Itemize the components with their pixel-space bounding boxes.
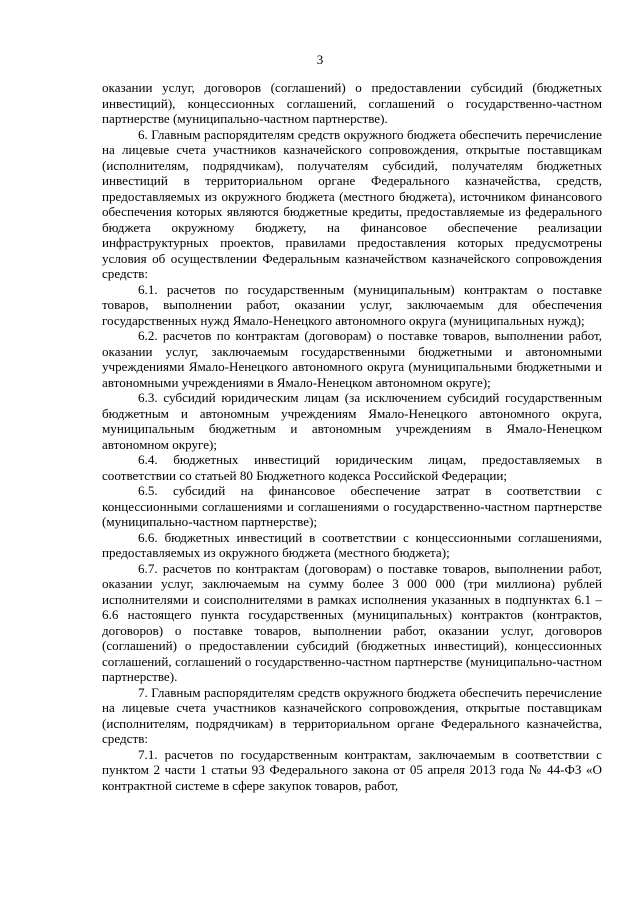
paragraph-item-6-5: 6.5. субсидий на финансовое обеспечение затрат в соответствии с концессионными соглашениями и соглашениями о государственно-частном партнерстве (муниципально-частном партнерстве); [102, 483, 602, 529]
paragraph-item-6-2: 6.2. расчетов по контрактам (договорам) о поставке товаров, выполнении работ, оказании услуг, заключаемым государственными бюджетными и автономными учреждениями Ямало-Ненецкого автономного округа (муниципальными бюджетными и автономными учреждениями в Ямало-Ненецком автономном округе); [102, 328, 602, 390]
paragraph-item-7: 7. Главным распорядителям средств окружного бюджета обеспечить перечисление на лицевые счета участников казначейского сопровождения, открытые поставщикам (исполнителям, подрядчикам) в территориальном органе Федерального казначейства, средств: [102, 684, 602, 746]
paragraph-item-7-1: 7.1. расчетов по государственным контрактам, заключаемым в соответствии с пунктом 2 части 1 статьи 93 Федерального закона от 05 апреля 2013 года № 44-ФЗ «О контрактной системе в сфере закупок товаров, работ, [102, 746, 602, 793]
paragraph-item-6-1: 6.1. расчетов по государственным (муниципальным) контрактам о поставке товаров, выполнении работ, оказании услуг, заключаемым для обеспечения государственных нужд Ямало-Ненецкого автономного округа (муниципальных нужд); [102, 281, 602, 328]
document-body [102, 80, 602, 793]
paragraph-continuation: оказании услуг, договоров (соглашений) о предоставлении субсидий (бюджетных инвестиций), концессионных соглашений, соглашений о государственно-частном партнерстве (муниципально-частном партнерстве). [102, 80, 602, 126]
page-number: 3 [316, 52, 324, 67]
paragraph-item-6-4: 6.4. бюджетных инвестиций юридическим лицам, предоставляемых в соответствии со статьей 80 Бюджетного кодекса Российской Федерации; [102, 452, 602, 483]
paragraph-item-6: 6. Главным распорядителям средств окружного бюджета обеспечить перечисление на лицевые счета участников казначейского сопровождения, открытые поставщикам (исполнителям, подрядчикам), получателям субсидий, получателям бюджетных инвестиций в территориальном органе Федерального казначейства, средств, предоставляемых из окружного бюджета (местного бюджета), источником финансового обеспечения которых являются бюджетные кредиты, предоставляемые из федерального бюджета окружному бюджету, на финансовое обеспечение реализации инфраструктурных проектов, правилами предоставления которых предусмотрены условия об осуществлении Федеральным казначейством казначейского сопровождения средств: [102, 126, 602, 281]
paragraph-item-6-7: 6.7. расчетов по контрактам (договорам) о поставке товаров, выполнении работ, оказании услуг, заключаемым на сумму более 3 000 000 (три миллиона) рублей исполнителями и соисполнителями в рамках исполнения указанных в подпунктах 6.1 – 6.6 настоящего пункта государственных (муниципальных) контрактов (контрактов, договоров) о поставке товаров, выполнении работ, оказании услуг, договоров (соглашений) о предоставлении субсидий (бюджетных инвестиций), концессионных соглашений, соглашений о государственно-частном партнерстве (муниципально-частном партнерстве). [102, 560, 602, 684]
paragraph-item-6-6: 6.6. бюджетных инвестиций в соответствии с концессионными соглашениями, предоставляемых из окружного бюджета (местного бюджета); [102, 529, 602, 560]
paragraph-item-6-3: 6.3. субсидий юридическим лицам (за исключением субсидий государственным бюджетным и автономным учреждениям Ямало-Ненецкого автономного округа, муниципальным бюджетным и автономным учреждениям в Ямало-Ненецком автономном округе); [102, 390, 602, 452]
